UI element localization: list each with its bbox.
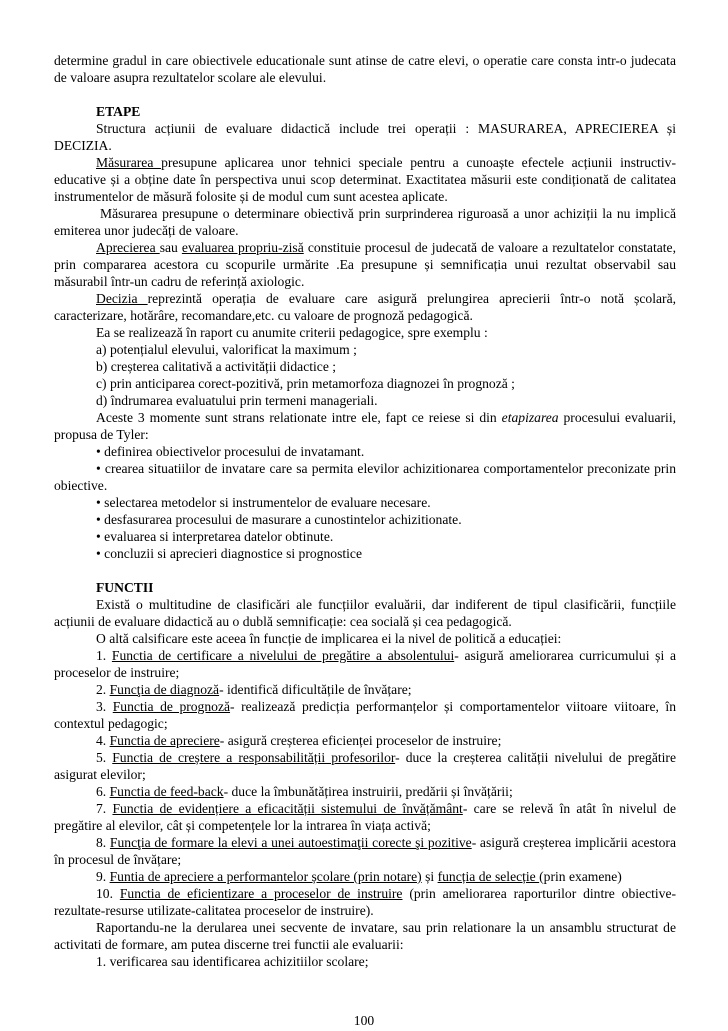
paragraph-functii-intro-2: O altă calsificare este aceea în funcție de implicarea ei la nivel de politică a educației: bbox=[96, 631, 562, 646]
text-sau: sau bbox=[159, 240, 182, 255]
functie-number: 5. bbox=[96, 750, 113, 765]
functie-term: Functia de prognoză bbox=[112, 699, 231, 714]
functie-number: 3. bbox=[96, 699, 113, 714]
paragraph-etape-intro: Structura acțiunii de evaluare didactică include trei operații : MASURAREA, APRECIEREA și DECIZIA. bbox=[54, 121, 676, 153]
functie-number: 9. bbox=[96, 869, 110, 884]
text-decizia: reprezintă operația de evaluare care asigură prelungirea aprecierii într-o notă școlară, caracterizare, hotărâre, recomandare,etc. cu valoare de prognoză pedagogică. bbox=[54, 291, 676, 323]
list-item-criteriu: b) creșterea calitativă a activității didactice ; bbox=[96, 359, 337, 374]
list-item-tyler: • evaluarea si interpretarea datelor obtinute. bbox=[96, 529, 334, 544]
term-aprecierea: Aprecierea bbox=[96, 240, 160, 255]
functie-number: 7. bbox=[96, 801, 113, 816]
text-masurarea: presupune aplicarea unor tehnici speciale pentru a cunoaște efectele acțiunii instructiv-educative și a obține date în perspectiva unui scop determinat. Exactitatea măsurii este condiționată de calitatea instrumentelor de măsură folosite și de modul cum sunt acestea aplicate. bbox=[54, 155, 676, 204]
functie-term: Funcţia de formare la elevi a unei autoestimaţii corecte şi pozitive bbox=[109, 835, 472, 850]
page-number: 100 bbox=[353, 1013, 375, 1028]
list-item-functie bbox=[54, 749, 676, 783]
list-item-functie bbox=[54, 681, 676, 698]
functie-desc: - duce la îmbunătățirea instruirii, predării și învățării; bbox=[223, 784, 513, 799]
functie-desc: - identifică dificultățile de învățare; bbox=[219, 682, 412, 697]
list-item-functie-10 bbox=[54, 885, 676, 919]
heading-functii: FUNCTII bbox=[96, 580, 154, 595]
document-body bbox=[54, 52, 676, 970]
text-si: și bbox=[421, 869, 438, 884]
paragraph-masurarea bbox=[54, 154, 676, 205]
paragraph-tyler bbox=[54, 409, 676, 443]
functie-term: Functia de creștere a responsabilității profesorilor bbox=[112, 750, 396, 765]
functie-number: 2. bbox=[96, 682, 110, 697]
functii-list bbox=[54, 647, 676, 868]
list-item-tyler: • desfasurarea procesului de masurare a cunostintelor achizitionate. bbox=[96, 512, 462, 527]
list-item-tyler: • concluzii si aprecieri diagnostice si prognostice bbox=[96, 546, 362, 561]
paragraph-functii-intro: Există o multitudine de clasificări ale funcțiilor evaluării, dar indiferent de tipul clasificării, funcțiile acțiunii de evaluare didactică au o dublă semnificație: cea socială și cea pedagogică. bbox=[54, 597, 676, 629]
spacer bbox=[54, 562, 676, 579]
heading-etape: ETAPE bbox=[96, 104, 141, 119]
list-item-tyler: • crearea situatiilor de invatare care sa permita elevilor achizitionarea comportamentelor preconizate prin obiective. bbox=[54, 461, 676, 493]
functie-desc: (prin ameliorarea raporturilor dintre obiective-rezultate-resurse utilizate-calitatea proceselor de instruire). bbox=[54, 886, 677, 918]
functie-desc: - duce la creșterea calității nivelului de pregătire asigurat elevilor; bbox=[54, 750, 676, 782]
text-aprecierea: constituie procesul de judecată de valoare a rezultatelor constatate, prin compararea acestora cu scopurile urmărite .Ea presupune și semnificația unui rezultat observabil sau măsurabil într-un cadru de referință axiologic. bbox=[54, 240, 676, 289]
functie-number: 4. bbox=[96, 733, 110, 748]
list-item-functie bbox=[54, 732, 676, 749]
list-item-tyler: • definirea obiectivelor procesului de invatamant. bbox=[96, 444, 365, 459]
list-item-functie bbox=[54, 698, 676, 732]
list-item-functie bbox=[54, 800, 676, 834]
functie-term: Functia de certificare a nivelului de pregătire a absolentului bbox=[111, 648, 455, 663]
paragraph-decizia bbox=[54, 290, 676, 324]
text-tyler-1: Aceste 3 momente sunt strans relationate intre ele, fapt ce reiese si din bbox=[96, 410, 502, 425]
list-item-criteriu: d) îndrumarea evaluatului prin termeni manageriali. bbox=[96, 393, 378, 408]
functie-term: Functia de eficientizare a proceselor de instruire bbox=[119, 886, 403, 901]
term-etapizarea: etapizarea bbox=[501, 410, 559, 425]
functie-number: 8. bbox=[96, 835, 110, 850]
functie-term: Functia de apreciere bbox=[109, 733, 220, 748]
functie-desc: - care se relevă în atât în nivelul de pregătire al elevilor, cât și competențele lor la intrarea în viața activă; bbox=[54, 801, 676, 833]
functie-term: funcția de selecție bbox=[437, 869, 540, 884]
list-item-final: 1. verificarea sau identificarea achizitiilor scolare; bbox=[96, 954, 369, 969]
paragraph-intro: determine gradul in care obiectivele educationale sunt atinse de catre elevi, o operatie care consta intr-o judecata de valoare asupra rezultatelor scolare ale elevului. bbox=[54, 53, 676, 85]
functie-term: Funtia de apreciere a performantelor școlare (prin notare) bbox=[109, 869, 422, 884]
functie-desc: - asigură creșterea eficienței proceselor de instruire; bbox=[219, 733, 502, 748]
term-masurarea: Măsurarea bbox=[96, 155, 162, 170]
functie-term: Functia de evidențiere a eficacității sistemului de învățământ bbox=[112, 801, 463, 816]
term-decizia: Decizia bbox=[96, 291, 148, 306]
functie-number: 1. bbox=[96, 648, 112, 663]
functie-desc: - asigură creșterea implicării acestora în procesul de învățare; bbox=[54, 835, 676, 867]
functie-desc: (prin examene) bbox=[539, 869, 622, 884]
functie-term: Functia de feed-back bbox=[109, 784, 224, 799]
list-item-criteriu: a) potențialul elevului, valorificat la maximum ; bbox=[96, 342, 357, 357]
term-evaluarea-propriu-zisa: evaluarea propriu-zisă bbox=[181, 240, 304, 255]
text-tyler-2: procesului evaluarii, propusa de Tyler: bbox=[54, 410, 676, 442]
list-item-functie-9 bbox=[54, 868, 676, 885]
list-item-functie bbox=[54, 783, 676, 800]
functie-desc: - realizează predicția performanțelor și comportamentelor viitoare viitoare, în contextul pedagogic; bbox=[54, 699, 677, 731]
list-item-functie bbox=[54, 834, 676, 868]
paragraph-final: Raportandu-ne la derularea unei secvente de invatare, sau prin relationare la un ansamblu structurat de activitati de formare, am putea discerne trei functii ale evaluarii: bbox=[54, 920, 676, 952]
spacer bbox=[54, 86, 676, 103]
functie-term: Funcţia de diagnoză bbox=[109, 682, 220, 697]
paragraph-aprecierea bbox=[54, 239, 676, 290]
list-item-criteriu: c) prin anticiparea corect-pozitivă, prin metamorfoza diagnozei în prognoză ; bbox=[96, 376, 515, 391]
functie-desc: - asigură ameliorarea curricumului și a proceselor de instruire; bbox=[54, 648, 676, 680]
list-item-functie bbox=[54, 647, 676, 681]
functie-number: 6. bbox=[96, 784, 110, 799]
list-item-tyler: • selectarea metodelor si instrumentelor de evaluare necesare. bbox=[96, 495, 431, 510]
functie-number: 10. bbox=[96, 886, 120, 901]
paragraph-masurarea-2: Măsurarea presupune o determinare obiectivă prin surprinderea riguroasă a unor achiziții la nu implică emiterea unor judecăți de valoare. bbox=[54, 206, 676, 238]
paragraph-criterii-intro: Ea se realizează în raport cu anumite criterii pedagogice, spre exemplu : bbox=[96, 325, 488, 340]
